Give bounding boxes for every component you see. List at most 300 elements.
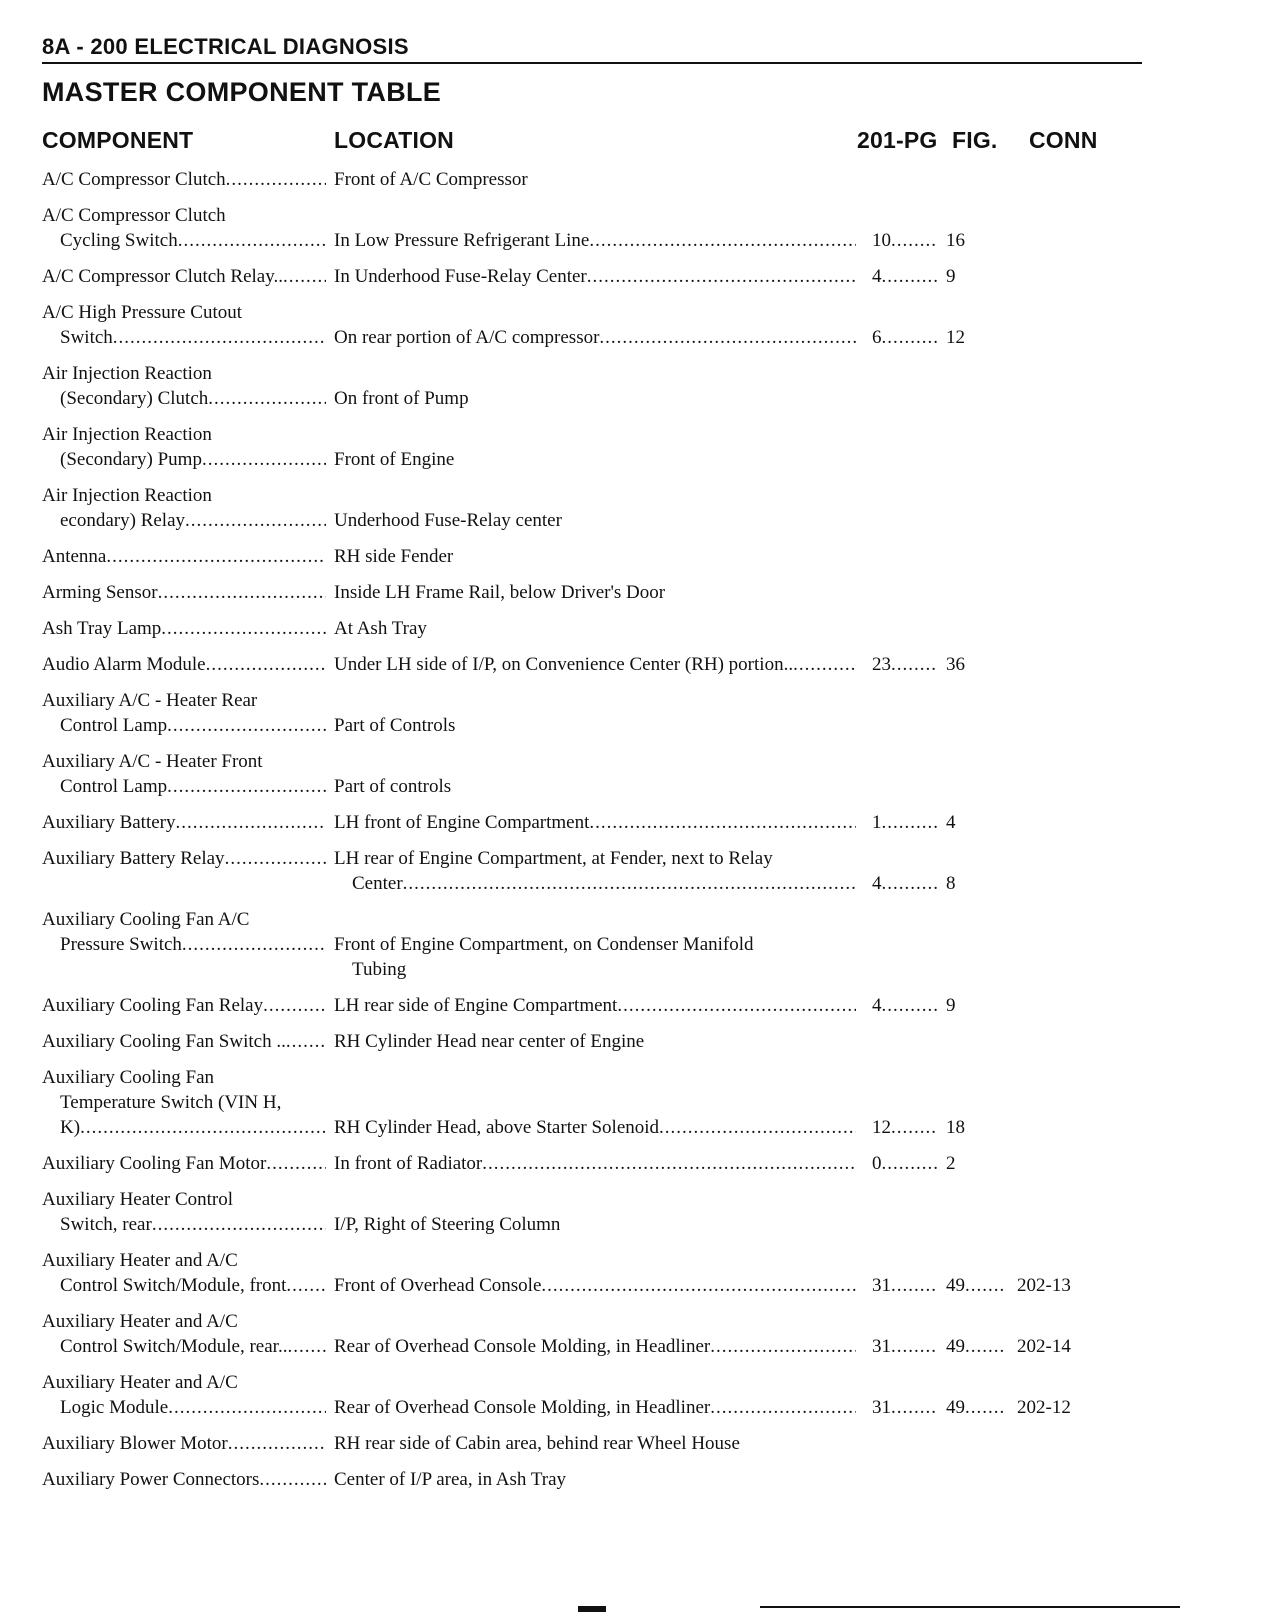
figure-number (946, 1273, 1004, 1298)
location-text (334, 1395, 856, 1420)
table-line (42, 1115, 1162, 1140)
page-number-wrap (872, 1334, 938, 1359)
location-text (334, 1431, 856, 1456)
component-name (42, 652, 326, 677)
component-name-wrap (42, 1029, 326, 1054)
component-name-text: K) (60, 1117, 81, 1138)
page-number-wrap (872, 1151, 938, 1176)
location-text-text: Rear of Overhead Console Molding, in Headliner (334, 1336, 711, 1357)
location-text-text: LH rear side of Engine Compartment (334, 995, 618, 1016)
dot-leader (587, 264, 856, 289)
page-number (872, 228, 938, 253)
component-name-text: (Secondary) Clutch (60, 388, 209, 409)
dot-leader (482, 1151, 856, 1176)
component-name (42, 1212, 326, 1237)
component-name-text: A/C High Pressure Cutout (42, 302, 243, 323)
component-name (42, 483, 326, 508)
location-text (334, 1029, 856, 1054)
location-text (334, 264, 856, 289)
table-row (42, 1187, 1162, 1237)
table-line (42, 1212, 1162, 1237)
location-text (334, 228, 856, 253)
table-row (42, 264, 1162, 289)
location-text (334, 386, 856, 411)
column-header-location: LOCATION (334, 127, 454, 153)
figure-number-wrap (946, 325, 1004, 350)
page-number (872, 325, 938, 350)
location-text (334, 1334, 856, 1359)
component-name (42, 264, 326, 289)
component-table (42, 167, 1162, 1503)
component-name-wrap (42, 167, 326, 192)
page-number (872, 652, 938, 677)
location-text-text: Under LH side of I/P, on Convenience Center (RH) portion.. (334, 654, 794, 675)
page-number (872, 993, 938, 1018)
location-text (334, 810, 856, 835)
dot-leader (891, 228, 938, 253)
figure-number-wrap (946, 993, 1004, 1018)
table-row (42, 1029, 1162, 1054)
component-name-wrap (60, 1273, 326, 1298)
figure-number (946, 1151, 1004, 1176)
page-number-wrap (872, 993, 938, 1018)
location-text-wrap (334, 1431, 856, 1456)
table-row (42, 1065, 1162, 1140)
component-name (42, 203, 326, 228)
figure-number-text: 49 (946, 1397, 965, 1418)
figure-number-text: 49 (946, 1275, 965, 1296)
page-number-wrap (872, 1115, 938, 1140)
component-name-wrap (42, 1431, 326, 1456)
component-name-text: A/C Compressor Clutch (42, 205, 226, 226)
component-name-wrap (42, 652, 326, 677)
table-line (42, 264, 1162, 289)
dot-leader (965, 1395, 1004, 1420)
figure-number-text: 9 (946, 995, 956, 1016)
table-row (42, 907, 1162, 982)
location-text (334, 713, 856, 738)
page-number-text: 4 (872, 873, 882, 894)
location-text-wrap (334, 1115, 856, 1140)
location-text (334, 508, 856, 533)
component-name-wrap (60, 713, 326, 738)
component-name-wrap (60, 774, 326, 799)
location-text-wrap (334, 1029, 856, 1054)
page-number-text: 4 (872, 995, 882, 1016)
page-number-text: 6 (872, 327, 882, 348)
location-text-text: Front of Engine Compartment, on Condenser Manifold (334, 934, 754, 955)
location-text-text: Part of Controls (334, 715, 456, 736)
table-line (42, 957, 1162, 982)
dot-leader (106, 544, 326, 569)
location-text (334, 616, 856, 641)
component-name-text: Auxiliary Cooling Fan Relay (42, 995, 264, 1016)
page-number-wrap (872, 1273, 938, 1298)
dot-leader (225, 846, 326, 871)
component-name-text: Auxiliary Heater and A/C (42, 1372, 238, 1393)
table-row (42, 300, 1162, 350)
table-line (42, 508, 1162, 533)
component-name-wrap (60, 932, 326, 957)
table-line (42, 544, 1162, 569)
component-name-text: Auxiliary Battery (42, 812, 176, 833)
location-text (334, 1115, 856, 1140)
component-name-text: Auxiliary Cooling Fan (42, 1067, 215, 1088)
dot-leader (882, 993, 939, 1018)
figure-number-wrap (946, 810, 1004, 835)
dot-leader (287, 1334, 326, 1359)
location-text-wrap (334, 713, 856, 738)
table-row (42, 1370, 1162, 1420)
table-line (42, 1370, 1162, 1395)
component-name-wrap (60, 508, 326, 533)
component-name (42, 1467, 326, 1492)
component-name (42, 300, 326, 325)
column-header-component: COMPONENT (42, 127, 194, 153)
dot-leader (228, 1431, 326, 1456)
connector-number: 202-14 (1017, 1336, 1071, 1357)
figure-number (946, 1334, 1004, 1359)
dot-leader (599, 325, 856, 350)
component-name-wrap (42, 846, 326, 871)
component-name (42, 1065, 326, 1090)
location-text-wrap (334, 580, 856, 605)
component-name (42, 1248, 326, 1273)
location-text-text: LH front of Engine Compartment (334, 812, 590, 833)
table-line (42, 1029, 1162, 1054)
table-line (42, 846, 1162, 871)
figure-number-wrap (946, 1334, 1004, 1359)
figure-number-wrap (946, 1273, 1004, 1298)
figure-number-wrap (946, 1395, 1004, 1420)
table-row (42, 580, 1162, 605)
location-text-wrap (334, 264, 856, 289)
table-line (42, 1431, 1162, 1456)
dot-leader (891, 1395, 938, 1420)
location-text-wrap (334, 1212, 856, 1237)
component-name-wrap (42, 1248, 326, 1273)
component-name-text: Auxiliary Cooling Fan A/C (42, 909, 250, 930)
dot-leader (793, 652, 856, 677)
table-line (42, 203, 1162, 228)
component-name-text: Air Injection Reaction (42, 363, 212, 384)
component-name (42, 1187, 326, 1212)
dot-leader (168, 1395, 326, 1420)
table-line (42, 1248, 1162, 1273)
component-name (42, 993, 326, 1018)
figure-number-wrap (946, 652, 1004, 677)
component-name-text: Auxiliary Heater and A/C (42, 1311, 238, 1332)
table-row (42, 1151, 1162, 1176)
dot-leader (882, 264, 939, 289)
component-name-wrap (60, 1212, 326, 1237)
table-line (42, 300, 1162, 325)
location-text-text: Rear of Overhead Console Molding, in Headliner (334, 1397, 711, 1418)
figure-number (946, 871, 1004, 896)
page-number-wrap (872, 228, 938, 253)
location-text-wrap (334, 325, 856, 350)
table-row (42, 1431, 1162, 1456)
component-name-text: Switch, rear (60, 1214, 152, 1235)
component-name-text: (Secondary) Pump (60, 449, 202, 470)
component-name-wrap (60, 1334, 326, 1359)
dot-leader (185, 508, 326, 533)
dot-leader (659, 1115, 856, 1140)
component-name (42, 1029, 326, 1054)
dot-leader (891, 1273, 938, 1298)
component-name-wrap (60, 325, 326, 350)
location-text (334, 932, 856, 957)
page-title: MASTER COMPONENT TABLE (42, 77, 442, 107)
page-number-text: 12 (872, 1117, 891, 1138)
component-name-text: Auxiliary Blower Motor (42, 1433, 228, 1454)
component-name-text: Auxiliary Heater Control (42, 1189, 234, 1210)
location-text-text: In front of Radiator (334, 1153, 483, 1174)
page-number (872, 871, 938, 896)
location-text-wrap (334, 386, 856, 411)
component-name (42, 749, 326, 774)
location-text-wrap (352, 871, 856, 896)
table-line (42, 325, 1162, 350)
figure-number-wrap (946, 1115, 1004, 1140)
dot-leader (80, 1115, 326, 1140)
location-text (334, 544, 856, 569)
location-text-text: Front of Engine (334, 449, 455, 470)
location-text-wrap (334, 1467, 856, 1492)
component-name (42, 1309, 326, 1334)
location-text (334, 652, 856, 677)
component-name-wrap (60, 386, 326, 411)
location-text (334, 871, 856, 896)
page-number-text: 0 (872, 1153, 882, 1174)
table-row (42, 1248, 1162, 1298)
page-header: 8A - 200 ELECTRICAL DIAGNOSIS (42, 34, 1142, 64)
component-name (42, 688, 326, 713)
location-text-wrap (334, 652, 856, 677)
component-name-wrap (42, 1151, 326, 1176)
column-header-pg: 201-PG (857, 127, 938, 153)
location-text-wrap (352, 957, 856, 982)
table-row (42, 652, 1162, 677)
component-name (42, 932, 326, 957)
component-name-wrap (42, 544, 326, 569)
page-number-wrap (872, 871, 938, 896)
dot-leader (266, 1151, 326, 1176)
component-name (42, 361, 326, 386)
table-line (42, 774, 1162, 799)
figure-number-text: 8 (946, 873, 956, 894)
table-line (42, 1090, 1162, 1115)
component-name-wrap (42, 1467, 326, 1492)
page-number (872, 1334, 938, 1359)
location-text-wrap (334, 993, 856, 1018)
column-header-fig: FIG. (952, 127, 998, 153)
component-name-text: A/C Compressor Clutch (42, 169, 226, 190)
figure-number (946, 810, 1004, 835)
table-row (42, 1467, 1162, 1492)
table-row (42, 1309, 1162, 1359)
dot-leader (167, 713, 326, 738)
location-text-wrap (334, 447, 856, 472)
location-text-text: Part of controls (334, 776, 452, 797)
dot-leader (710, 1334, 856, 1359)
component-name-text: Control Lamp (60, 776, 168, 797)
component-name-text: Cycling Switch (60, 230, 178, 251)
figure-number-wrap (946, 871, 1004, 896)
page-number-wrap (872, 810, 938, 835)
component-name-wrap (60, 1395, 326, 1420)
figure-number (946, 1395, 1004, 1420)
figure-number (946, 228, 1004, 253)
table-row (42, 688, 1162, 738)
dot-leader (178, 228, 326, 253)
component-name-wrap (42, 749, 326, 774)
component-name (42, 713, 326, 738)
figure-number-wrap (946, 264, 1004, 289)
location-text-text: Inside LH Frame Rail, below Driver's Door (334, 582, 666, 603)
location-text-text: Tubing (352, 959, 407, 980)
dot-leader (882, 1151, 939, 1176)
component-name-text: Auxiliary A/C - Heater Rear (42, 690, 258, 711)
dot-leader (965, 1334, 1004, 1359)
dot-leader (208, 386, 326, 411)
dot-leader (403, 871, 856, 896)
location-text-wrap (334, 1395, 856, 1420)
location-text (334, 580, 856, 605)
component-name (42, 1334, 326, 1359)
location-text-text: Underhood Fuse-Relay center (334, 510, 562, 531)
page-number-wrap (872, 1395, 938, 1420)
component-name (42, 1115, 326, 1140)
component-name (42, 228, 326, 253)
page-number (872, 1395, 938, 1420)
figure-number-text: 18 (946, 1117, 965, 1138)
component-name (42, 907, 326, 932)
table-row (42, 749, 1162, 799)
figure-number (946, 325, 1004, 350)
table-row (42, 361, 1162, 411)
table-line (42, 1309, 1162, 1334)
component-name-text: Air Injection Reaction (42, 424, 212, 445)
dot-leader (176, 810, 327, 835)
connector-number: 202-12 (1017, 1397, 1071, 1418)
table-line (42, 1273, 1162, 1298)
component-name (42, 1370, 326, 1395)
component-name-wrap (42, 203, 326, 228)
dot-leader (589, 228, 856, 253)
component-name-text: Switch (60, 327, 113, 348)
component-name-text: Auxiliary A/C - Heater Front (42, 751, 263, 772)
location-text-text: In Low Pressure Refrigerant Line (334, 230, 590, 251)
page-number (872, 810, 938, 835)
figure-number-text: 16 (946, 230, 965, 251)
component-name (42, 422, 326, 447)
dot-leader (882, 810, 939, 835)
component-name-text: Air Injection Reaction (42, 485, 212, 506)
location-text-text: In Underhood Fuse-Relay Center (334, 266, 587, 287)
page-number-wrap (872, 325, 938, 350)
component-name-text: A/C Compressor Clutch Relay.. (42, 266, 283, 287)
location-text-wrap (334, 1151, 856, 1176)
figure-number (946, 652, 1004, 677)
column-header-conn: CONN (1029, 127, 1098, 153)
dot-leader (891, 1115, 938, 1140)
dot-leader (286, 1029, 326, 1054)
component-name (42, 1151, 326, 1176)
component-name-wrap (42, 810, 326, 835)
component-name (42, 810, 326, 835)
component-name-wrap (42, 300, 326, 325)
table-line (42, 688, 1162, 713)
component-name (42, 508, 326, 533)
figure-number-wrap (946, 228, 1004, 253)
page-number (872, 1273, 938, 1298)
location-text (334, 993, 856, 1018)
component-name-text: Auxiliary Power Connectors (42, 1469, 260, 1490)
footer-mark (578, 1606, 606, 1612)
component-name-wrap (42, 483, 326, 508)
dot-leader (965, 1273, 1004, 1298)
figure-number (946, 1115, 1004, 1140)
table-row (42, 616, 1162, 641)
component-name-wrap (42, 361, 326, 386)
component-name (42, 544, 326, 569)
component-name-wrap (60, 447, 326, 472)
location-text (334, 846, 856, 871)
location-text-wrap (334, 508, 856, 533)
component-name (42, 616, 326, 641)
component-name-wrap (42, 1187, 326, 1212)
location-text-text: RH Cylinder Head, above Starter Solenoid (334, 1117, 660, 1138)
dot-leader (589, 810, 856, 835)
location-text-text: RH rear side of Cabin area, behind rear Wheel House (334, 1433, 740, 1454)
component-name-text: Control Lamp (60, 715, 168, 736)
component-name-text: Auxiliary Cooling Fan Motor (42, 1153, 267, 1174)
table-line (42, 1065, 1162, 1090)
component-name-wrap (42, 264, 326, 289)
location-text-wrap (334, 810, 856, 835)
component-name-wrap (42, 1370, 326, 1395)
table-row (42, 167, 1162, 192)
component-name-wrap (42, 616, 326, 641)
location-text-text: Front of Overhead Console (334, 1275, 542, 1296)
table-line (42, 749, 1162, 774)
component-name (42, 1273, 326, 1298)
page-number (872, 1151, 938, 1176)
table-line (42, 447, 1162, 472)
component-name-text: Pressure Switch (60, 934, 182, 955)
location-text-wrap (334, 1273, 856, 1298)
component-name-text: Temperature Switch (VIN H, (60, 1092, 282, 1113)
table-line (42, 810, 1162, 835)
connector-number: 202-13 (1017, 1275, 1071, 1296)
location-text (334, 774, 856, 799)
dot-leader (286, 1273, 326, 1298)
component-name-text: Antenna (42, 546, 107, 567)
table-row (42, 810, 1162, 835)
dot-leader (113, 325, 326, 350)
component-name-text: Auxiliary Battery Relay (42, 848, 225, 869)
figure-number-text: 2 (946, 1153, 956, 1174)
component-name-text: Ash Tray Lamp (42, 618, 162, 639)
location-text-text: I/P, Right of Steering Column (334, 1214, 561, 1235)
table-row (42, 203, 1162, 253)
component-name-wrap (42, 993, 326, 1018)
dot-leader (206, 652, 326, 677)
component-name-wrap (42, 1065, 326, 1090)
location-text-text: Center of I/P area, in Ash Tray (334, 1469, 567, 1490)
figure-number-text: 12 (946, 327, 965, 348)
